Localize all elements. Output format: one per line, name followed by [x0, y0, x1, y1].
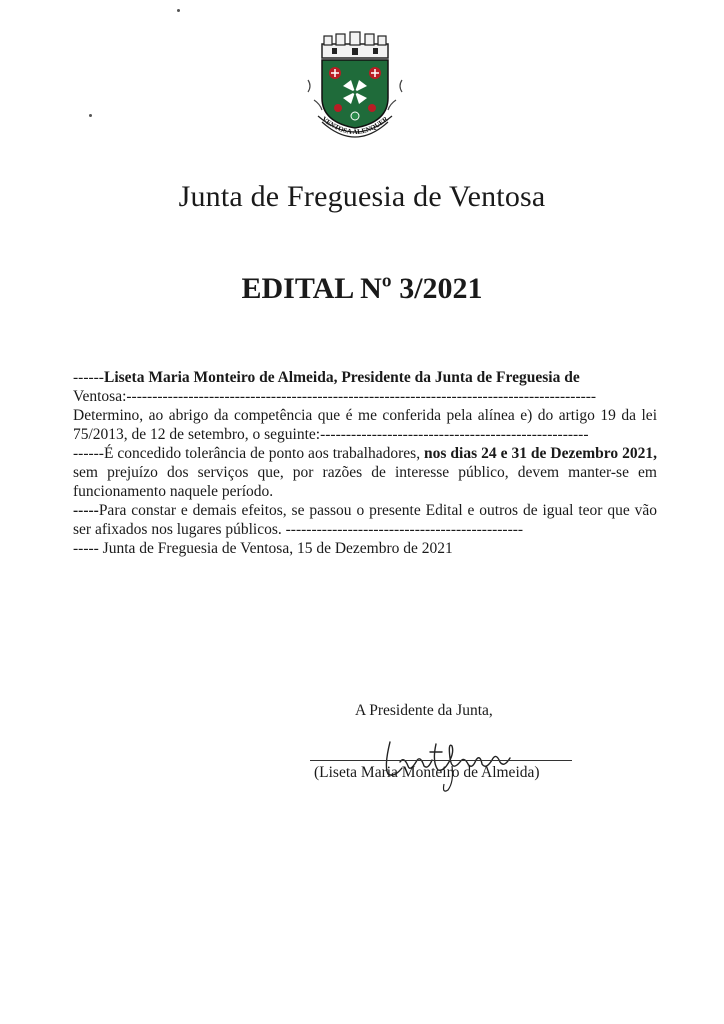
scan-speck — [89, 114, 92, 117]
scan-speck — [177, 9, 180, 12]
paragraph-ventosa-line: Ventosa:------------------------------------------------------------------------------------------- — [73, 388, 597, 405]
signature-line — [310, 760, 572, 761]
para-constar-text: Para constar e demais efeitos, se passou o presente Edital e outros de igual teor que vão ser afixados nos lugares públicos. ---------------------------------------------- — [73, 502, 657, 538]
paragraph-determino: Determino, ao abrigo da competência que é me conferida pela alínea e) do artigo 19 da lei 75/2013, de 12 de setembro, o seguinte:---------------------------------------------------- — [73, 407, 657, 443]
edital-body — [73, 368, 657, 558]
paragraph-presidente — [73, 368, 657, 387]
tolerancia-tail: sem prejuízo dos serviços que, por razões de interesse público, devem manter-se em funcionamento naquele período. — [73, 464, 657, 500]
dash-prefix: ------ — [73, 369, 104, 386]
coat-of-arms-icon — [300, 30, 410, 142]
paragraph-para-constar — [73, 501, 657, 539]
parish-coat-of-arms — [300, 30, 410, 142]
presidente-name-bold: Liseta Maria Monteiro de Almeida, Presidente da Junta de Freguesia de — [103, 369, 580, 386]
tolerancia-lead: ------É concedido tolerância de ponto aos trabalhadores, — [73, 445, 425, 462]
signatory-name: (Liseta Maria Monteiro de Almeida) — [314, 764, 540, 781]
org-name-heading: Junta de Freguesia de Ventosa — [178, 180, 546, 213]
paragraph-tolerancia — [73, 444, 657, 501]
dash-prefix-bold: ----- — [73, 502, 99, 519]
motto-text: VENTOSA ALENQUER — [320, 114, 390, 137]
edital-number-heading: EDITAL Nº 3/2021 — [241, 272, 483, 305]
tolerancia-dates-bold: nos dias 24 e 31 de Dezembro 2021, — [424, 445, 657, 462]
paragraph-date-place: ----- Junta de Freguesia de Ventosa, 15 de Dezembro de 2021 — [73, 540, 453, 557]
signature-title: A Presidente da Junta, — [355, 702, 493, 719]
